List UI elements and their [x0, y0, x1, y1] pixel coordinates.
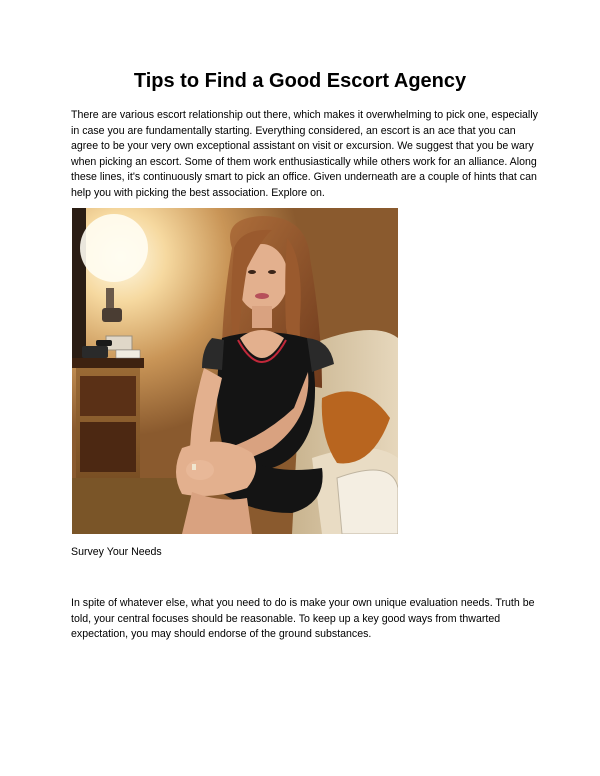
hands [186, 460, 214, 480]
photo-woman-seated [72, 208, 398, 534]
telephone [82, 346, 108, 358]
photo-illustration [72, 208, 398, 534]
document-title: Tips to Find a Good Escort Agency [133, 70, 467, 92]
section-heading: Survey Your Needs [71, 546, 162, 558]
lamp-light [80, 214, 148, 282]
section-paragraph: In spite of whatever else, what you need to do is make your own unique evaluation needs. Truth be told, your central focuses should be reasonable. To keep up a key good ways from thwarted expectation, you may should endorse of the ground substances. [71, 597, 535, 641]
side-table [72, 358, 144, 368]
intro-paragraph: There are various escort relationship out there, which makes it overwhelming to pick one, especially in case you are fundamentally starting. Everything considered, an escort is an ace that you can agree to be your very own exceptional assistant on visit or excursion. We suggest that you be wary when picking an escort. Some of them work enthusiastically while others work for an alliance. Along these lines, it's continuously smart to pick an office. Given underneath are a couple of hints that can help you with picking the best association. Explore on. [71, 109, 538, 199]
